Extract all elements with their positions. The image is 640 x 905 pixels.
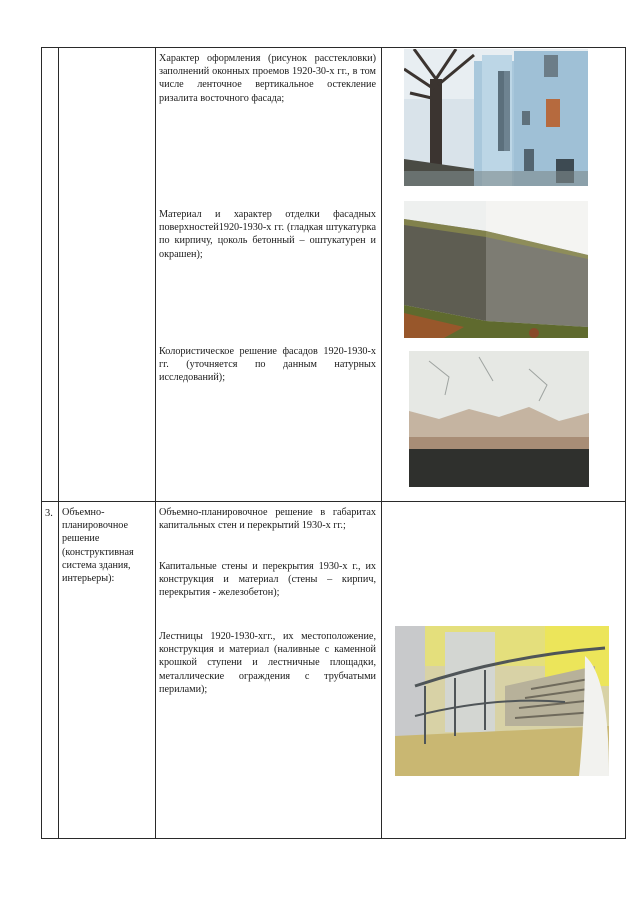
facade-finish-text: Материал и характер отделки фасадных поверхностей1920-1930-х гг. (гладкая штукатурка по кирпичу, цоколь бетонный – оштукатурен и окрашен); <box>159 209 376 260</box>
building-facade-photo <box>404 49 588 186</box>
column-divider-1 <box>58 47 59 838</box>
plinth-photo <box>404 201 588 338</box>
facade-windows-text: Характер оформления (рисунок расстекловки) заполнений оконных проемов 1920-30-х гг., в том числе ленточное вертикальное остекление ризалита восточного фасада; <box>159 53 376 104</box>
category-label: Объемно-планировочное решение (конструктивная система здания, интерьеры): <box>62 507 134 585</box>
row-number: 3. <box>45 508 53 519</box>
column-divider-3 <box>381 47 382 838</box>
column-divider-2 <box>155 47 156 838</box>
plaster-photo <box>409 351 589 487</box>
staircase-photo <box>395 626 609 776</box>
row-divider <box>41 501 626 502</box>
table-border-bottom <box>41 838 626 839</box>
facade-color-text: Колористическое решение фасадов 1920-1930-х гг. (уточняется по данным натурных исследований); <box>159 346 376 384</box>
table-border-right <box>625 47 626 838</box>
staircases-text: Лестницы 1920-1930-хгг., их местоположение, конструкция и материал (наливные с каменной крошкой ступени и лестничные площадки, металлические ограждения с трубчатыми перилами); <box>159 631 376 695</box>
table-border-left <box>41 47 42 838</box>
table-border-top <box>41 47 626 48</box>
capital-walls-text: Капитальные стены и перекрытия 1930-х г., их конструкция и материал (стены – кирпич, перекрытия - железобетон); <box>159 561 376 599</box>
volume-planning-text: Объемно-планировочное решение в габаритах капитальных стен и перекрытий 1930-х гг.; <box>159 507 376 532</box>
